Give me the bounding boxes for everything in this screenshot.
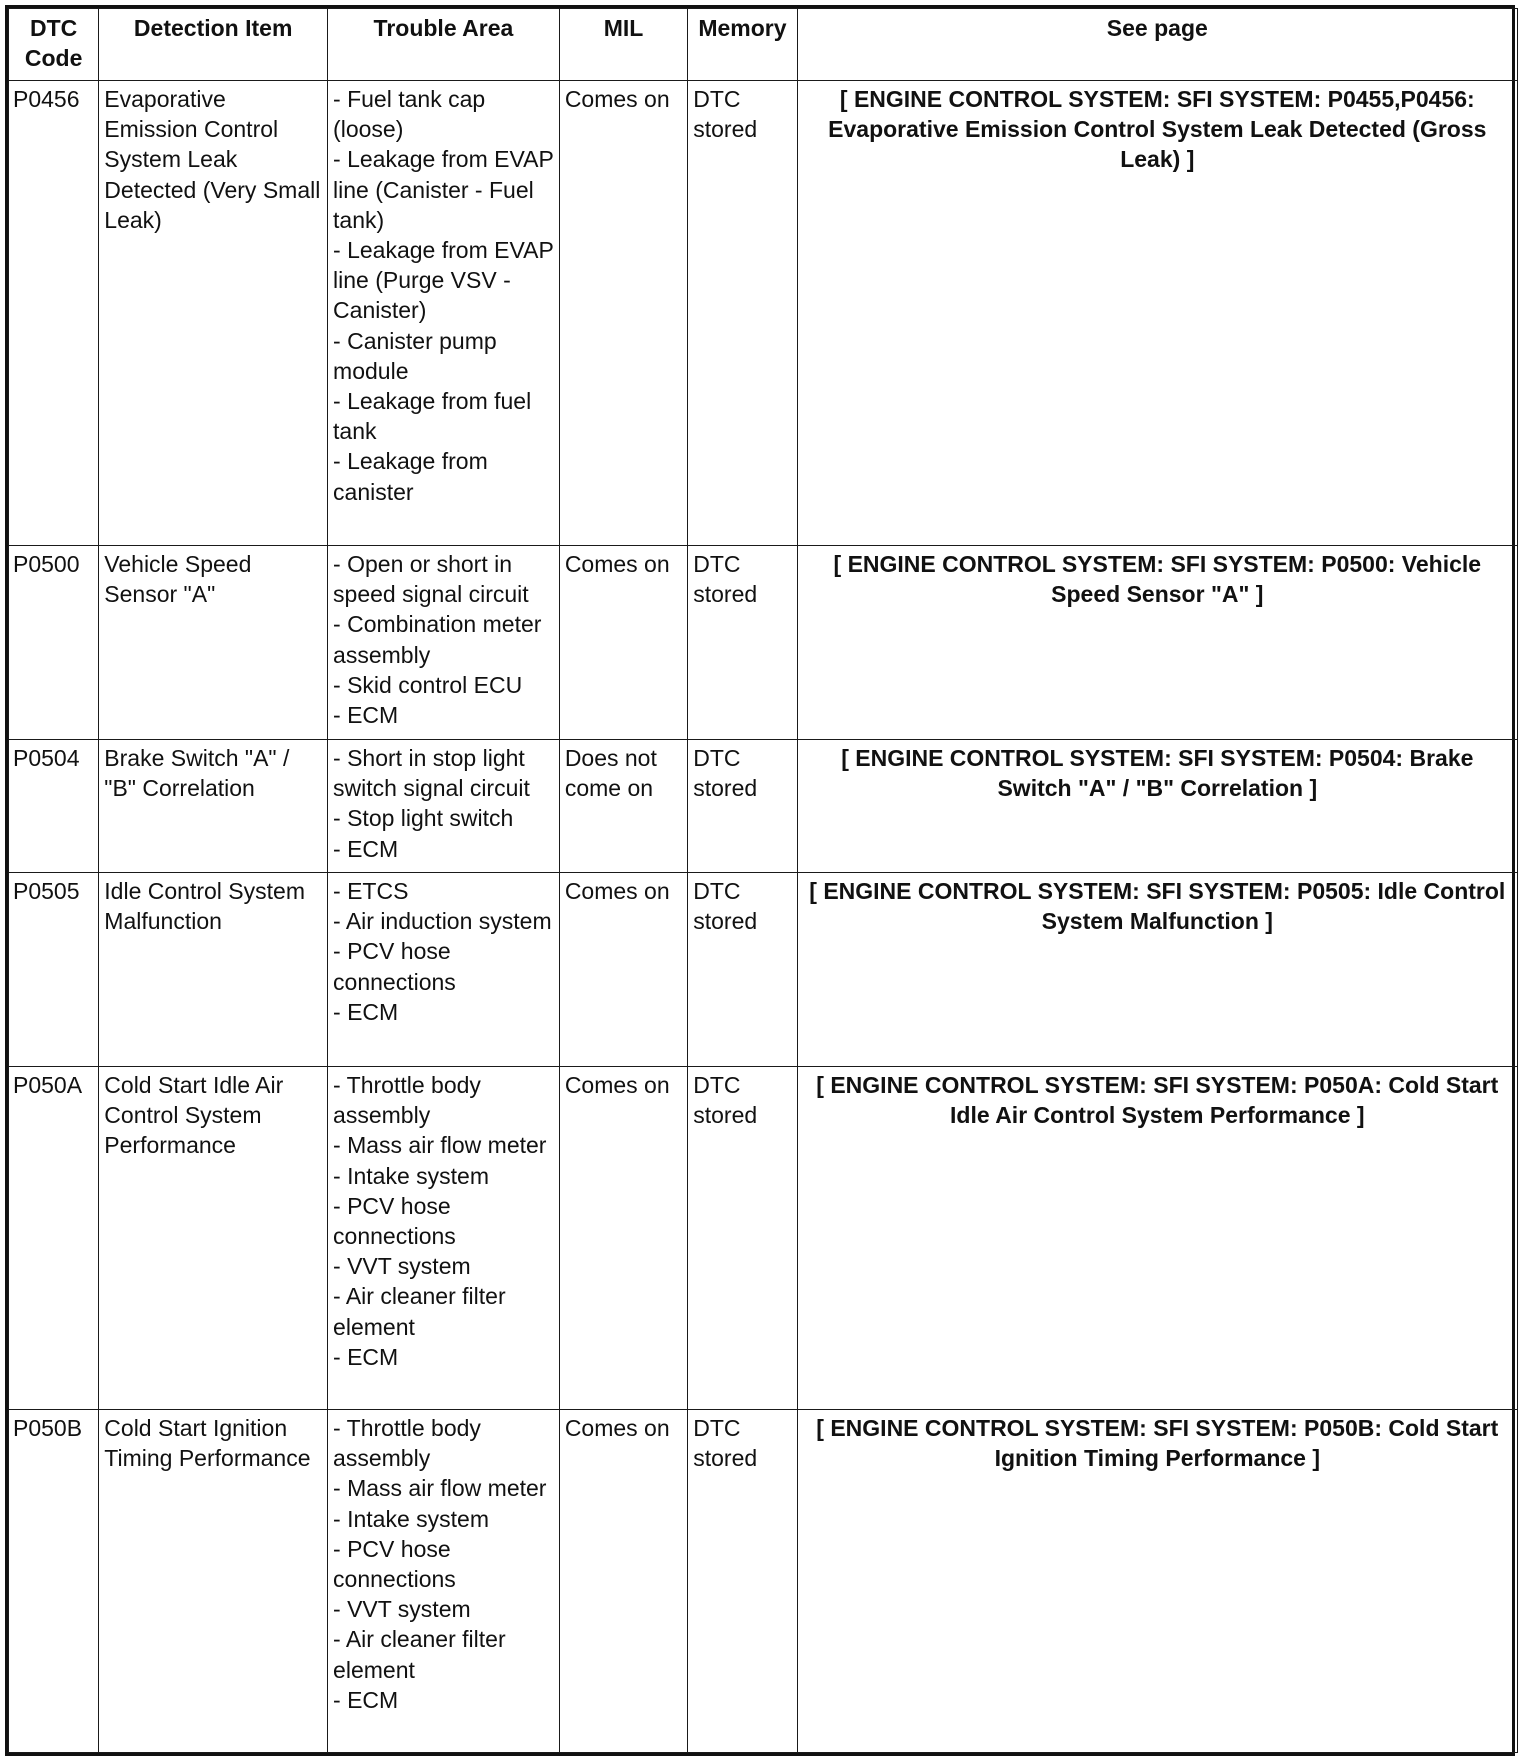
trouble-item: - ECM [333,702,399,729]
cell-dtc-code: P0504 [9,740,99,873]
trouble-item: - VVT system [333,1253,471,1280]
trouble-item: - ECM [333,1686,399,1713]
trouble-item: - Air cleaner filter element [333,1626,506,1683]
cell-dtc-code: P0456 [9,81,99,546]
cell-trouble-area [328,1410,560,1753]
trouble-item: - Stop light switch [333,805,514,832]
header-trouble-area: Trouble Area [328,9,560,81]
trouble-item: - Combination meter assembly [333,611,542,668]
trouble-item: - Leakage from EVAP line (Purge VSV - Canister) [333,237,554,324]
trouble-item: - Fuel tank cap (loose) [333,86,486,143]
cell-dtc-code: P050B [9,1410,99,1753]
cell-trouble-area [328,740,560,873]
cell-see-page: [ ENGINE CONTROL SYSTEM: SFI SYSTEM: P0505: Idle Control System Malfunction ] [797,873,1517,1067]
header-memory: Memory [688,9,797,81]
cell-mil: Comes on [559,873,687,1067]
cell-memory: DTC stored [688,1410,797,1753]
cell-memory: DTC stored [688,81,797,546]
cell-mil: Comes on [559,546,687,740]
trouble-item: - Short in stop light switch signal circuit [333,745,530,802]
trouble-item: - Open or short in speed signal circuit [333,551,529,608]
trouble-item: - Intake system [333,1505,489,1532]
cell-memory: DTC stored [688,1067,797,1410]
dtc-table [8,8,1518,1753]
trouble-item: - Leakage from EVAP line (Canister - Fuel tank) [333,146,554,233]
header-detection-item: Detection Item [99,9,328,81]
trouble-item: - Air cleaner filter element [333,1283,506,1340]
cell-mil: Does not come on [559,740,687,873]
table-row [9,546,1518,740]
document-page [5,5,1515,1756]
header-see-page: See page [797,9,1517,81]
cell-dtc-code: P0500 [9,546,99,740]
table-row [9,1067,1518,1410]
trouble-item: - Air induction system [333,908,552,935]
cell-mil: Comes on [559,1067,687,1410]
trouble-item: - ETCS [333,878,409,904]
cell-see-page: [ ENGINE CONTROL SYSTEM: SFI SYSTEM: P0504: Brake Switch "A" / "B" Correlation ] [797,740,1517,873]
cell-memory: DTC stored [688,740,797,873]
trouble-item: - Leakage from canister [333,448,488,505]
trouble-item: - Leakage from fuel tank [333,388,532,445]
cell-mil: Comes on [559,81,687,546]
cell-dtc-code: P0505 [9,873,99,1067]
table-row [9,740,1518,873]
trouble-item: - ECM [333,998,399,1025]
table-frame [5,5,1515,1756]
cell-see-page: [ ENGINE CONTROL SYSTEM: SFI SYSTEM: P050B: Cold Start Ignition Timing Performance ] [797,1410,1517,1753]
cell-memory: DTC stored [688,546,797,740]
trouble-item: - Canister pump module [333,327,497,384]
cell-detection-item: Cold Start Idle Air Control System Performance [99,1067,328,1410]
trouble-item: - ECM [333,835,399,862]
trouble-item: - Mass air flow meter [333,1475,547,1502]
header-mil: MIL [559,9,687,81]
cell-detection-item: Evaporative Emission Control System Leak Detected (Very Small Leak) [99,81,328,546]
cell-detection-item: Cold Start Ignition Timing Performance [99,1410,328,1753]
cell-trouble-area [328,81,560,546]
cell-mil: Comes on [559,1410,687,1753]
trouble-item: - Mass air flow meter [333,1132,547,1159]
table-header-row [9,9,1518,81]
cell-see-page: [ ENGINE CONTROL SYSTEM: SFI SYSTEM: P050A: Cold Start Idle Air Control System Performance ] [797,1067,1517,1410]
trouble-item: - VVT system [333,1596,471,1623]
trouble-item: - Throttle body assembly [333,1415,481,1472]
table-row [9,81,1518,546]
trouble-item: - PCV hose connections [333,1192,456,1250]
cell-trouble-area [328,1067,560,1410]
cell-see-page: [ ENGINE CONTROL SYSTEM: SFI SYSTEM: P0455,P0456: Evaporative Emission Control System Leak Detected (Gross Leak) ] [797,81,1517,546]
header-dtc-code: DTC Code [9,9,99,81]
cell-see-page: [ ENGINE CONTROL SYSTEM: SFI SYSTEM: P0500: Vehicle Speed Sensor "A" ] [797,546,1517,740]
cell-memory: DTC stored [688,873,797,1067]
table-row [9,1410,1518,1753]
cell-detection-item: Vehicle Speed Sensor "A" [99,546,328,740]
cell-trouble-area [328,873,560,1067]
trouble-item: - Skid control ECU [333,671,523,698]
trouble-item: - PCV hose connections [333,938,456,995]
trouble-item: - ECM [333,1343,399,1370]
trouble-item: - PCV hose connections [333,1535,456,1593]
cell-detection-item: Brake Switch "A" / "B" Correlation [99,740,328,873]
cell-detection-item: Idle Control System Malfunction [99,873,328,1067]
trouble-item: - Intake system [333,1162,489,1189]
cell-dtc-code: P050A [9,1067,99,1410]
table-row [9,873,1518,1067]
cell-trouble-area [328,546,560,740]
trouble-item: - Throttle body assembly [333,1072,481,1129]
